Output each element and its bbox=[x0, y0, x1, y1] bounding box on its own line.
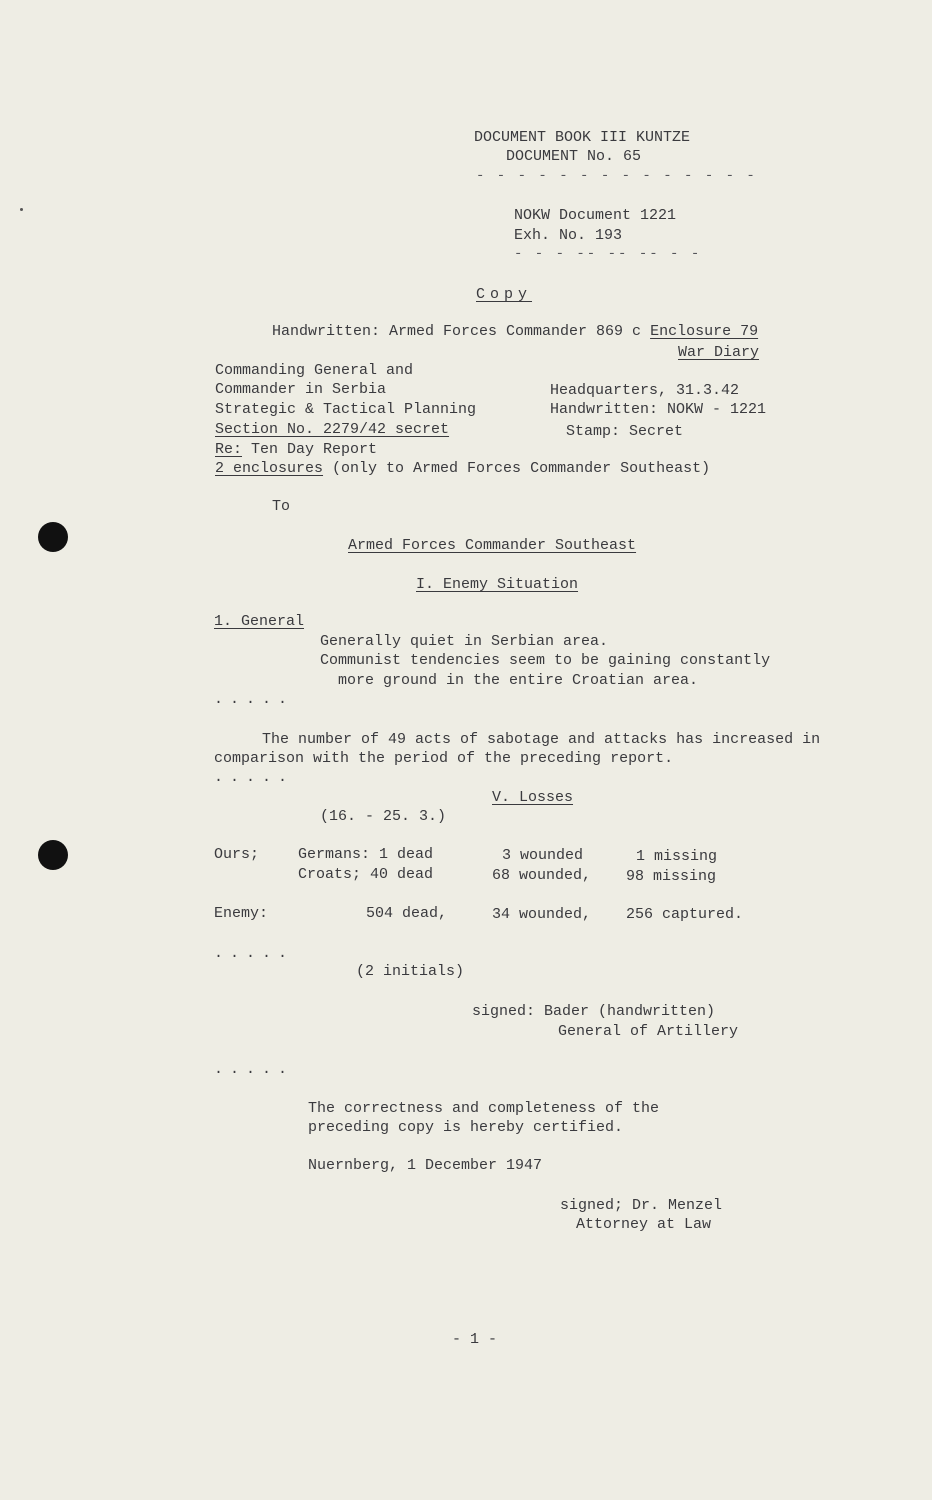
signed-bader: signed: Bader (handwritten) bbox=[472, 1003, 716, 1020]
stamp-label: Stamp: Secret bbox=[566, 423, 684, 440]
recipient-label: Armed Forces Commander Southeast bbox=[348, 537, 637, 554]
section-number: Section No. 2279/42 secret bbox=[215, 421, 450, 438]
paper-speck bbox=[20, 208, 23, 211]
enemy-captured: 256 captured. bbox=[626, 906, 744, 923]
handwritten-note bbox=[272, 322, 758, 341]
sender-line-3: Strategic & Tactical Planning bbox=[215, 401, 477, 418]
ellipsis: . . . . . bbox=[214, 1061, 287, 1078]
page-number: - 1 - bbox=[452, 1331, 498, 1348]
sender-line-1: Commanding General and bbox=[215, 362, 414, 379]
attorney-label: Attorney at Law bbox=[576, 1216, 712, 1233]
certification-line-2: preceding copy is hereby certified. bbox=[308, 1119, 624, 1136]
punch-hole-bottom bbox=[38, 840, 68, 870]
enclosures-count: 2 enclosures bbox=[215, 460, 324, 477]
sabotage-line-1: The number of 49 acts of sabotage and attacks has increased in bbox=[262, 731, 821, 748]
to-label: To bbox=[272, 498, 291, 515]
enemy-dead: 504 dead, bbox=[366, 905, 448, 922]
subject-line bbox=[215, 440, 377, 459]
subject-text: Ten Day Report bbox=[242, 441, 378, 458]
divider: - - - -- -- -- - - bbox=[514, 246, 702, 262]
croats-wounded: 68 wounded, bbox=[492, 867, 592, 884]
handwritten-note-text: Handwritten: Armed Forces Commander 869 c bbox=[272, 323, 651, 340]
divider: - - - - - - - - - - - - - - bbox=[476, 168, 757, 184]
war-diary-label: War Diary bbox=[678, 344, 760, 361]
sender-line-2: Commander in Serbia bbox=[215, 381, 387, 398]
croats-dead: Croats; 40 dead bbox=[298, 866, 434, 883]
ours-label: Ours; bbox=[214, 846, 260, 863]
general-heading: 1. General bbox=[214, 613, 305, 630]
copy-title: Copy bbox=[476, 286, 533, 303]
germans-missing: 1 missing bbox=[636, 848, 718, 865]
general-line-3: more ground in the entire Croatian area. bbox=[338, 672, 699, 689]
ellipsis: . . . . . bbox=[214, 769, 287, 786]
doc-book-label: DOCUMENT BOOK III KUNTZE bbox=[474, 129, 691, 146]
enclosures-detail: (only to Armed Forces Commander Southeast) bbox=[323, 460, 711, 477]
nokw-document-label: NOKW Document 1221 bbox=[514, 207, 677, 224]
exhibit-number-label: Exh. No. 193 bbox=[514, 227, 623, 244]
section-heading-enemy-situation: I. Enemy Situation bbox=[416, 576, 579, 593]
ellipsis: . . . . . bbox=[214, 691, 287, 708]
doc-number-label: DOCUMENT No. 65 bbox=[506, 148, 642, 165]
initials-note: (2 initials) bbox=[356, 963, 465, 980]
handwritten-nokw: Handwritten: NOKW - 1221 bbox=[550, 401, 767, 418]
losses-period: (16. - 25. 3.) bbox=[320, 808, 447, 825]
general-line-2: Communist tendencies seem to be gaining constantly bbox=[320, 652, 771, 669]
losses-heading: V. Losses bbox=[492, 789, 574, 806]
general-line-1: Generally quiet in Serbian area. bbox=[320, 633, 609, 650]
enclosure-label: Enclosure 79 bbox=[650, 323, 759, 340]
enclosures-line bbox=[215, 459, 710, 478]
signed-menzel: signed; Dr. Menzel bbox=[560, 1197, 723, 1214]
ellipsis: . . . . . bbox=[214, 945, 287, 962]
enemy-label: Enemy: bbox=[214, 905, 269, 922]
punch-hole-top bbox=[38, 522, 68, 552]
certification-line-1: The correctness and completeness of the bbox=[308, 1100, 660, 1117]
croats-missing: 98 missing bbox=[626, 868, 717, 885]
sabotage-line-2: comparison with the period of the preceding report. bbox=[214, 750, 674, 767]
place-date: Nuernberg, 1 December 1947 bbox=[308, 1157, 543, 1174]
enemy-wounded: 34 wounded, bbox=[492, 906, 592, 923]
general-of-artillery: General of Artillery bbox=[558, 1023, 739, 1040]
headquarters-date: Headquarters, 31.3.42 bbox=[550, 382, 740, 399]
germans-dead: Germans: 1 dead bbox=[298, 846, 434, 863]
germans-wounded: 3 wounded bbox=[502, 847, 584, 864]
subject-label: Re: bbox=[215, 441, 243, 458]
